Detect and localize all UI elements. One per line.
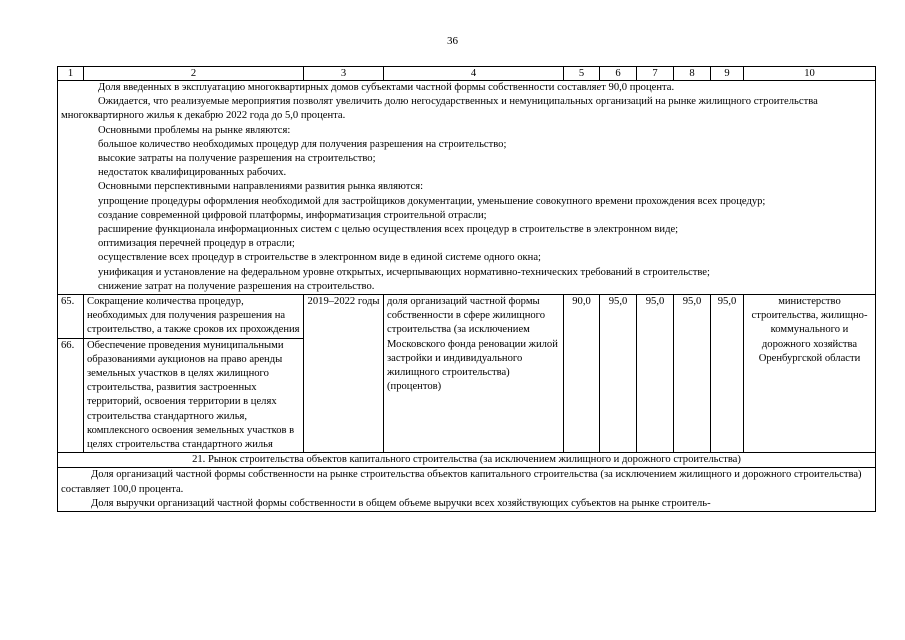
- header-col-4: 4: [384, 67, 564, 81]
- header-col-5: 5: [564, 67, 600, 81]
- value-2018: 90,0: [564, 295, 600, 453]
- intro-paragraph: высокие затраты на получение разрешения на строительство;: [98, 153, 376, 165]
- section-paragraph: Доля выручки организаций частной формы собственности в общем объеме выручки всех хозяйствующих субъектов на рынке строитель-: [91, 497, 711, 509]
- intro-paragraph: унификация и установление на федеральном уровне открытых, исчерпывающих нормативно-технических требований в строительстве;: [98, 266, 710, 278]
- intro-paragraph: большое количество необходимых процедур для получения разрешения на строительство;: [98, 138, 507, 150]
- header-col-3: 3: [304, 67, 384, 81]
- intro-text: [58, 81, 876, 295]
- row-number: 65.: [58, 295, 84, 339]
- header-col-9: 9: [711, 67, 744, 81]
- indicator-cell: доля организаций частной формы собственности в сфере жилищного строительства (за исключением Московского фонда реновации жилой застройки и индивидуального жилищного строительства) (процентов): [384, 295, 564, 453]
- period-cell: 2019–2022 годы: [304, 295, 384, 453]
- intro-paragraph: создание современной цифровой платформы, информатизация строительной отрасли;: [98, 209, 487, 221]
- value-2022: 95,0: [711, 295, 744, 453]
- header-col-2: 2: [84, 67, 304, 81]
- intro-paragraph: Основными перспективными направлениями развития рынка являются:: [98, 181, 424, 193]
- intro-paragraph: расширение функционала информационных систем с целью осуществления всех процедур в строительстве в электронном виде;: [98, 224, 679, 236]
- measure-row-65: [58, 295, 876, 339]
- value-2020: 95,0: [637, 295, 674, 453]
- intro-paragraph: Доля введенных в эксплуатацию многоквартирных домов субъектами частной формы собственности составляет 90,0 процента.: [98, 82, 675, 93]
- page-number: 36: [447, 35, 458, 47]
- section-title: 21. Рынок строительства объектов капитального строительства (за исключением жилищного и дорожного строительства): [58, 453, 876, 468]
- header-col-10: 10: [744, 67, 876, 81]
- header-row: [58, 67, 876, 81]
- intro-paragraph: снижение затрат на получение разрешения на строительство.: [98, 280, 375, 292]
- measure-name: Обеспечение проведения муниципальными образованиями аукционов на право аренды земельных участков в целях жилищного строительства, развития застроенных территорий, освоения территории в целях строительства стандартного жилья, комплексного освоения земельных участков в целях строительства стандартного жилья: [84, 338, 304, 453]
- section-row: [58, 453, 876, 468]
- value-2021: 95,0: [674, 295, 711, 453]
- measure-name: Сокращение количества процедур, необходимых для получения разрешения на строительство, а также сроков их прохождения: [84, 295, 304, 339]
- header-col-1: 1: [58, 67, 84, 81]
- responsible-cell: министерство строительства, жилищно-коммунального и дорожного хозяйства Оренбургской области: [744, 295, 876, 453]
- intro-paragraph: Основными проблемы на рынке являются:: [98, 124, 291, 136]
- intro-paragraph: Ожидается, что реализуемые мероприятия позволят увеличить долю негосударственных и немуниципальных организаций на рынке жилищного строительства многоквартирного жилья к декабрю 2022 года до 5,0 процента.: [61, 96, 818, 122]
- intro-paragraph: осуществление всех процедур в строительстве в электронном виде в единой системе одного окна;: [98, 252, 541, 264]
- header-col-6: 6: [600, 67, 637, 81]
- measures-table: [57, 66, 876, 512]
- value-2019: 95,0: [600, 295, 637, 453]
- section-text: [58, 468, 876, 512]
- section-paragraph: Доля организаций частной формы собственности на рынке строительства объектов капитального строительства (за исключением жилищного и дорожного строительства) составляет 100,0 процента.: [61, 469, 862, 495]
- intro-paragraph: недостаток квалифицированных рабочих.: [98, 167, 287, 179]
- row-number: 66.: [58, 338, 84, 453]
- header-col-8: 8: [674, 67, 711, 81]
- section-text-row: [58, 468, 876, 512]
- intro-paragraph: упрощение процедуры оформления необходимой для застройщиков документации, уменьшение совокупного времени прохождения всех процедур;: [98, 195, 766, 207]
- intro-row: [58, 81, 876, 295]
- intro-paragraph: оптимизация перечней процедур в отрасли;: [98, 238, 295, 250]
- header-col-7: 7: [637, 67, 674, 81]
